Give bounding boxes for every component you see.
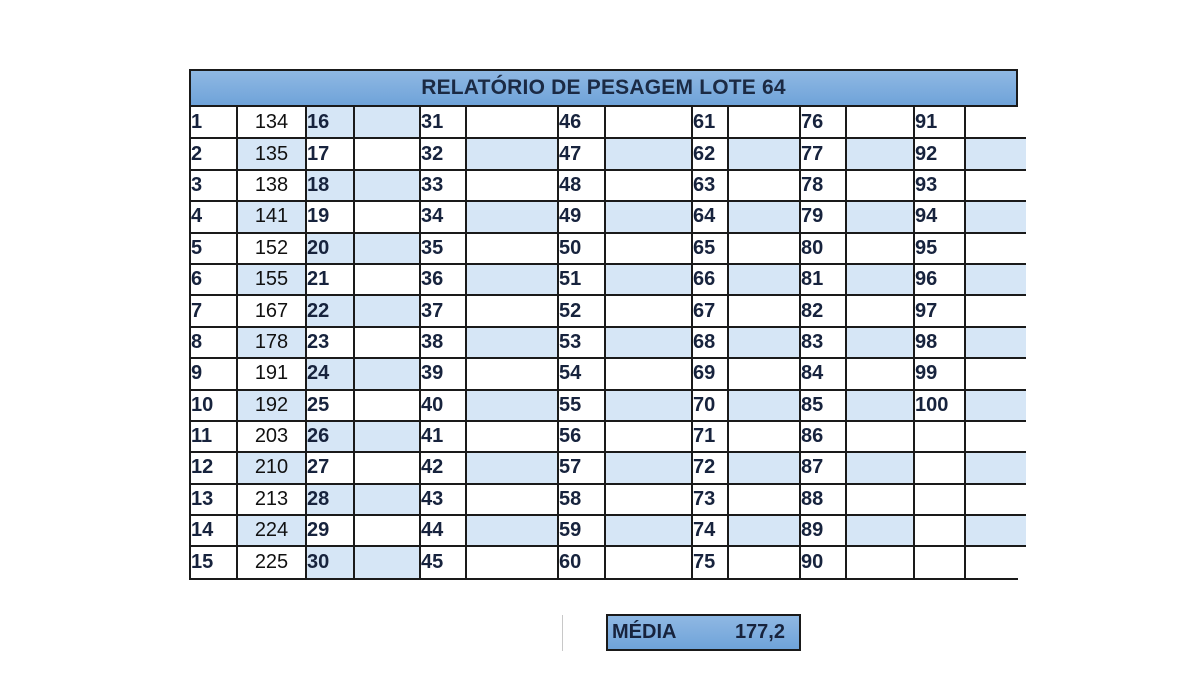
table-row <box>191 201 1026 232</box>
weight-value-cell[interactable] <box>605 390 692 421</box>
weight-value-cell[interactable] <box>965 233 1026 264</box>
sample-number-cell: 83 <box>800 327 846 358</box>
weight-value-cell[interactable] <box>965 327 1026 358</box>
sample-number-cell: 81 <box>800 264 846 295</box>
weight-value-cell[interactable] <box>846 515 914 546</box>
weight-value-cell[interactable] <box>466 421 558 452</box>
weight-value-cell[interactable] <box>354 515 420 546</box>
sample-number-cell: 5 <box>191 233 237 264</box>
sample-number-cell: 11 <box>191 421 237 452</box>
weight-value-cell[interactable] <box>354 233 420 264</box>
weight-value-cell[interactable] <box>965 170 1026 201</box>
weight-value-cell[interactable] <box>605 327 692 358</box>
sample-number-cell: 21 <box>306 264 354 295</box>
average-label: MÉDIA <box>612 621 677 643</box>
weight-value-cell[interactable] <box>728 484 800 515</box>
sample-number-cell: 92 <box>914 138 965 169</box>
sample-number-cell: 84 <box>800 358 846 389</box>
sample-number-cell: 72 <box>692 452 728 483</box>
sample-number-cell: 64 <box>692 201 728 232</box>
table-row <box>191 170 1026 201</box>
sample-number-cell: 57 <box>558 452 605 483</box>
sample-number-cell: 76 <box>800 107 846 138</box>
sample-number-cell: 3 <box>191 170 237 201</box>
sample-number-cell: 54 <box>558 358 605 389</box>
weight-value-cell[interactable] <box>354 358 420 389</box>
sample-number-cell: 70 <box>692 390 728 421</box>
weight-value-cell[interactable] <box>605 233 692 264</box>
sample-number-cell: 85 <box>800 390 846 421</box>
weight-value-cell[interactable] <box>466 546 558 577</box>
weight-value-cell[interactable] <box>728 546 800 577</box>
weight-value-cell[interactable] <box>605 264 692 295</box>
weight-value-cell[interactable] <box>354 138 420 169</box>
sample-number-cell: 47 <box>558 138 605 169</box>
sample-number-cell: 80 <box>800 233 846 264</box>
sample-number-cell: 34 <box>420 201 466 232</box>
table-row <box>191 233 1026 264</box>
table-row <box>191 452 1026 483</box>
weight-value-cell[interactable] <box>354 484 420 515</box>
weight-value-cell[interactable]: 213 <box>237 484 306 515</box>
weight-value-cell[interactable] <box>605 515 692 546</box>
sample-number-cell: 67 <box>692 295 728 326</box>
weight-value-cell[interactable] <box>605 452 692 483</box>
sample-number-cell: 53 <box>558 327 605 358</box>
sample-number-cell: 78 <box>800 170 846 201</box>
weight-value-cell[interactable] <box>965 264 1026 295</box>
table-row <box>191 264 1026 295</box>
weight-value-cell[interactable] <box>965 515 1026 546</box>
sample-number-cell: 95 <box>914 233 965 264</box>
sample-number-cell: 75 <box>692 546 728 577</box>
sample-number-cell: 6 <box>191 264 237 295</box>
sample-number-cell: 68 <box>692 327 728 358</box>
weight-value-cell[interactable] <box>728 295 800 326</box>
weight-value-cell[interactable] <box>354 201 420 232</box>
sample-number-cell: 45 <box>420 546 466 577</box>
sample-number-cell: 66 <box>692 264 728 295</box>
weight-value-cell[interactable] <box>466 390 558 421</box>
weight-value-cell[interactable] <box>965 546 1026 577</box>
sample-number-cell: 59 <box>558 515 605 546</box>
weight-value-cell[interactable] <box>354 390 420 421</box>
weight-value-cell[interactable] <box>605 170 692 201</box>
weight-value-cell[interactable] <box>466 327 558 358</box>
sample-number-cell: 46 <box>558 107 605 138</box>
weight-value-cell[interactable] <box>728 264 800 295</box>
sample-number-cell: 63 <box>692 170 728 201</box>
sample-number-cell: 43 <box>420 484 466 515</box>
weight-value-cell[interactable] <box>846 452 914 483</box>
sample-number-cell: 69 <box>692 358 728 389</box>
sample-number-cell <box>914 421 965 452</box>
weight-value-cell[interactable] <box>466 233 558 264</box>
weight-value-cell[interactable] <box>605 107 692 138</box>
sample-number-cell: 8 <box>191 327 237 358</box>
weight-value-cell[interactable] <box>466 107 558 138</box>
weight-value-cell[interactable] <box>466 484 558 515</box>
weighing-grid <box>191 107 1026 578</box>
weight-value-cell[interactable] <box>846 421 914 452</box>
sample-number-cell: 12 <box>191 452 237 483</box>
weight-value-cell[interactable] <box>728 515 800 546</box>
weight-value-cell[interactable] <box>354 264 420 295</box>
weight-value-cell[interactable] <box>846 107 914 138</box>
weight-value-cell[interactable]: 155 <box>237 264 306 295</box>
weight-value-cell[interactable] <box>846 484 914 515</box>
weight-value-cell[interactable] <box>354 421 420 452</box>
weight-value-cell[interactable] <box>466 295 558 326</box>
weight-value-cell[interactable] <box>846 170 914 201</box>
weight-value-cell[interactable] <box>846 327 914 358</box>
sample-number-cell <box>914 452 965 483</box>
weight-value-cell[interactable] <box>466 452 558 483</box>
weight-value-cell[interactable] <box>728 327 800 358</box>
weight-value-cell[interactable] <box>846 201 914 232</box>
table-row <box>191 421 1026 452</box>
sample-number-cell: 20 <box>306 233 354 264</box>
sample-number-cell <box>914 515 965 546</box>
weight-value-cell[interactable] <box>466 138 558 169</box>
weight-value-cell[interactable] <box>354 295 420 326</box>
weight-value-cell[interactable] <box>466 264 558 295</box>
sample-number-cell: 23 <box>306 327 354 358</box>
sample-number-cell: 22 <box>306 295 354 326</box>
weight-value-cell[interactable]: 192 <box>237 390 306 421</box>
weight-value-cell[interactable]: 134 <box>237 107 306 138</box>
sample-number-cell: 96 <box>914 264 965 295</box>
weight-value-cell[interactable] <box>605 421 692 452</box>
weight-value-cell[interactable] <box>354 107 420 138</box>
sample-number-cell: 99 <box>914 358 965 389</box>
weight-value-cell[interactable] <box>965 358 1026 389</box>
weight-value-cell[interactable]: 191 <box>237 358 306 389</box>
sample-number-cell: 79 <box>800 201 846 232</box>
sample-number-cell: 40 <box>420 390 466 421</box>
sample-number-cell: 41 <box>420 421 466 452</box>
weight-value-cell[interactable] <box>728 201 800 232</box>
weight-value-cell[interactable] <box>846 358 914 389</box>
sample-number-cell: 52 <box>558 295 605 326</box>
weight-value-cell[interactable]: 138 <box>237 170 306 201</box>
table-row <box>191 107 1026 138</box>
sample-number-cell: 71 <box>692 421 728 452</box>
sample-number-cell: 2 <box>191 138 237 169</box>
sample-number-cell: 19 <box>306 201 354 232</box>
table-row <box>191 484 1026 515</box>
weight-value-cell[interactable] <box>466 358 558 389</box>
weight-value-cell[interactable] <box>965 201 1026 232</box>
sample-number-cell: 51 <box>558 264 605 295</box>
sample-number-cell: 65 <box>692 233 728 264</box>
sample-number-cell: 31 <box>420 107 466 138</box>
weight-value-cell[interactable] <box>728 452 800 483</box>
sample-number-cell: 1 <box>191 107 237 138</box>
weight-value-cell[interactable] <box>965 421 1026 452</box>
weight-value-cell[interactable] <box>728 358 800 389</box>
weight-value-cell[interactable] <box>728 107 800 138</box>
sample-number-cell: 42 <box>420 452 466 483</box>
sample-number-cell: 48 <box>558 170 605 201</box>
weight-value-cell[interactable]: 135 <box>237 138 306 169</box>
sample-number-cell: 73 <box>692 484 728 515</box>
weight-value-cell[interactable]: 210 <box>237 452 306 483</box>
sample-number-cell: 26 <box>306 421 354 452</box>
table-row <box>191 358 1026 389</box>
weight-value-cell[interactable] <box>965 107 1026 138</box>
weight-value-cell[interactable] <box>846 138 914 169</box>
weight-value-cell[interactable] <box>354 170 420 201</box>
weight-value-cell[interactable]: 141 <box>237 201 306 232</box>
sample-number-cell: 87 <box>800 452 846 483</box>
weight-value-cell[interactable] <box>846 390 914 421</box>
sample-number-cell: 58 <box>558 484 605 515</box>
sample-number-cell: 39 <box>420 358 466 389</box>
weight-value-cell[interactable] <box>466 515 558 546</box>
weight-value-cell[interactable] <box>354 452 420 483</box>
weight-value-cell[interactable] <box>466 201 558 232</box>
sample-number-cell: 100 <box>914 390 965 421</box>
sample-number-cell: 93 <box>914 170 965 201</box>
sample-number-cell: 24 <box>306 358 354 389</box>
table-row <box>191 515 1026 546</box>
weight-value-cell[interactable] <box>846 546 914 577</box>
weight-value-cell[interactable] <box>728 138 800 169</box>
sample-number-cell: 49 <box>558 201 605 232</box>
sample-number-cell: 32 <box>420 138 466 169</box>
sample-number-cell: 56 <box>558 421 605 452</box>
table-row <box>191 295 1026 326</box>
weight-value-cell[interactable] <box>846 295 914 326</box>
report-title-bar <box>191 71 1016 107</box>
weight-value-cell[interactable] <box>605 295 692 326</box>
sample-number-cell: 61 <box>692 107 728 138</box>
weight-value-cell[interactable]: 152 <box>237 233 306 264</box>
sample-number-cell: 7 <box>191 295 237 326</box>
sample-number-cell: 10 <box>191 390 237 421</box>
sample-number-cell: 97 <box>914 295 965 326</box>
sample-number-cell: 13 <box>191 484 237 515</box>
sample-number-cell: 33 <box>420 170 466 201</box>
sample-number-cell: 14 <box>191 515 237 546</box>
weight-value-cell[interactable] <box>846 233 914 264</box>
weight-value-cell[interactable]: 178 <box>237 327 306 358</box>
weighing-report-sheet <box>189 69 1018 580</box>
weight-value-cell[interactable] <box>965 484 1026 515</box>
weight-value-cell[interactable] <box>605 201 692 232</box>
sample-number-cell: 18 <box>306 170 354 201</box>
sample-number-cell: 60 <box>558 546 605 577</box>
weight-value-cell[interactable] <box>728 233 800 264</box>
sample-number-cell: 17 <box>306 138 354 169</box>
weight-value-cell[interactable] <box>354 546 420 577</box>
weight-value-cell[interactable] <box>728 170 800 201</box>
weight-value-cell[interactable] <box>605 546 692 577</box>
weight-value-cell[interactable] <box>354 327 420 358</box>
sample-number-cell: 15 <box>191 546 237 577</box>
sample-number-cell: 89 <box>800 515 846 546</box>
table-row <box>191 390 1026 421</box>
weight-value-cell[interactable] <box>965 295 1026 326</box>
table-row <box>191 138 1026 169</box>
sample-number-cell: 94 <box>914 201 965 232</box>
weight-value-cell[interactable] <box>965 138 1026 169</box>
sample-number-cell: 29 <box>306 515 354 546</box>
sample-number-cell: 37 <box>420 295 466 326</box>
weight-value-cell[interactable]: 203 <box>237 421 306 452</box>
sample-number-cell: 86 <box>800 421 846 452</box>
sample-number-cell: 90 <box>800 546 846 577</box>
table-row <box>191 546 1026 577</box>
sample-number-cell: 77 <box>800 138 846 169</box>
weight-value-cell[interactable] <box>605 138 692 169</box>
sample-number-cell: 4 <box>191 201 237 232</box>
sample-number-cell: 74 <box>692 515 728 546</box>
cell-divider-line <box>562 615 563 651</box>
sample-number-cell <box>914 546 965 577</box>
sample-number-cell: 25 <box>306 390 354 421</box>
weight-value-cell[interactable]: 224 <box>237 515 306 546</box>
weight-value-cell[interactable] <box>965 452 1026 483</box>
sample-number-cell: 88 <box>800 484 846 515</box>
average-box <box>606 614 801 651</box>
sample-number-cell: 28 <box>306 484 354 515</box>
weight-value-cell[interactable] <box>728 390 800 421</box>
weight-value-cell[interactable]: 167 <box>237 295 306 326</box>
weight-value-cell[interactable]: 225 <box>237 546 306 577</box>
sample-number-cell: 55 <box>558 390 605 421</box>
sample-number-cell: 9 <box>191 358 237 389</box>
sample-number-cell: 91 <box>914 107 965 138</box>
weight-value-cell[interactable] <box>605 358 692 389</box>
average-value: 177,2 <box>734 621 785 643</box>
sample-number-cell: 16 <box>306 107 354 138</box>
sample-number-cell: 36 <box>420 264 466 295</box>
sample-number-cell: 44 <box>420 515 466 546</box>
weight-value-cell[interactable] <box>605 484 692 515</box>
weight-value-cell[interactable] <box>846 264 914 295</box>
report-title: RELATÓRIO DE PESAGEM LOTE 64 <box>421 76 786 99</box>
weight-value-cell[interactable] <box>965 390 1026 421</box>
sample-number-cell: 50 <box>558 233 605 264</box>
sample-number-cell: 62 <box>692 138 728 169</box>
table-row <box>191 327 1026 358</box>
sample-number-cell: 35 <box>420 233 466 264</box>
weight-value-cell[interactable] <box>466 170 558 201</box>
sample-number-cell: 27 <box>306 452 354 483</box>
sample-number-cell <box>914 484 965 515</box>
sample-number-cell: 30 <box>306 546 354 577</box>
sample-number-cell: 98 <box>914 327 965 358</box>
sample-number-cell: 82 <box>800 295 846 326</box>
weight-value-cell[interactable] <box>728 421 800 452</box>
sample-number-cell: 38 <box>420 327 466 358</box>
